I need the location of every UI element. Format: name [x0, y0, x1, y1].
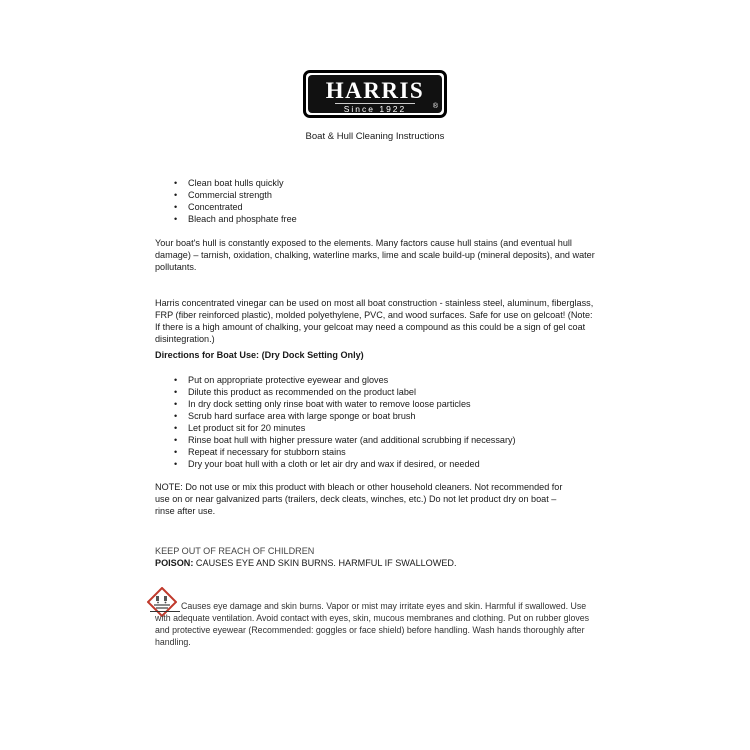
intro-paragraph: Your boat's hull is constantly exposed to the elements. Many factors cause hull stains (and eventual hull damage) – tarnish, oxidation, chalking, waterline marks, lime and scale build-up (mineral deposits), and water pollutants.: [155, 238, 595, 272]
logo-brand-name: HARRIS: [325, 78, 425, 103]
hazard-warning-paragraph: Causes eye damage and skin burns. Vapor or mist may irritate eyes and skin. Harmful if swallowed. Use with adequate ventilation. Avoid contact with eyes, skin, mucous membranes and clothing. Put on rubber gloves and protective eyewear (Recommended: goggles or face shield) before handling. Wash hands thoroughly after handling.: [155, 601, 590, 647]
list-item: • Clean boat hulls quickly: [188, 177, 297, 189]
list-item: • Let product sit for 20 minutes: [188, 422, 516, 434]
materials-paragraph: Harris concentrated vinegar can be used on most all boat construction - stainless steel, aluminum, fiberglass, FRP (fiber reinforced plastic), molded polyethylene, PVC, and wood surfaces. Safe for use on gelcoat! (Note: If there is a high amount of chalking, your gelcoat may need a compound as this could be a sign of gel coat disintegration.): [155, 298, 594, 344]
poison-warning: [155, 557, 595, 569]
directions-heading: Directions for Boat Use: (Dry Dock Setting Only): [155, 350, 364, 360]
list-item: • Bleach and phosphate free: [188, 213, 297, 225]
list-item: • Put on appropriate protective eyewear and gloves: [188, 374, 516, 386]
logo-since: Since 1922: [335, 103, 415, 114]
logo-registered-mark: ®: [432, 103, 438, 110]
list-item: • Dry your boat hull with a cloth or let air dry and wax if desired, or needed: [188, 458, 516, 470]
list-item: • In dry dock setting only rinse boat with water to remove loose particles: [188, 398, 516, 410]
document-title: Boat & Hull Cleaning Instructions: [305, 131, 445, 142]
keep-out-warning: KEEP OUT OF REACH OF CHILDREN: [155, 546, 315, 556]
list-item: • Concentrated: [188, 201, 297, 213]
list-item: • Scrub hard surface area with large sponge or boat brush: [188, 410, 516, 422]
poison-label: POISON:: [155, 558, 194, 568]
poison-text: CAUSES EYE AND SKIN BURNS. HARMFUL IF SWALLOWED.: [193, 558, 457, 568]
list-item: • Commercial strength: [188, 189, 297, 201]
list-item: • Dilute this product as recommended on the product label: [188, 386, 516, 398]
brand-logo: [303, 70, 447, 118]
directions-list: [188, 374, 516, 470]
feature-list: [188, 177, 297, 225]
note-paragraph: NOTE: Do not use or mix this product with bleach or other household cleaners. Not recommended for use on or near galvanized parts (trailers, deck cleats, winches, etc.) Do not let product dry on boat – rinse after use.: [155, 482, 563, 516]
list-item: • Rinse boat hull with higher pressure water (and additional scrubbing if necessary): [188, 434, 516, 446]
list-item: • Repeat if necessary for stubborn stains: [188, 446, 516, 458]
